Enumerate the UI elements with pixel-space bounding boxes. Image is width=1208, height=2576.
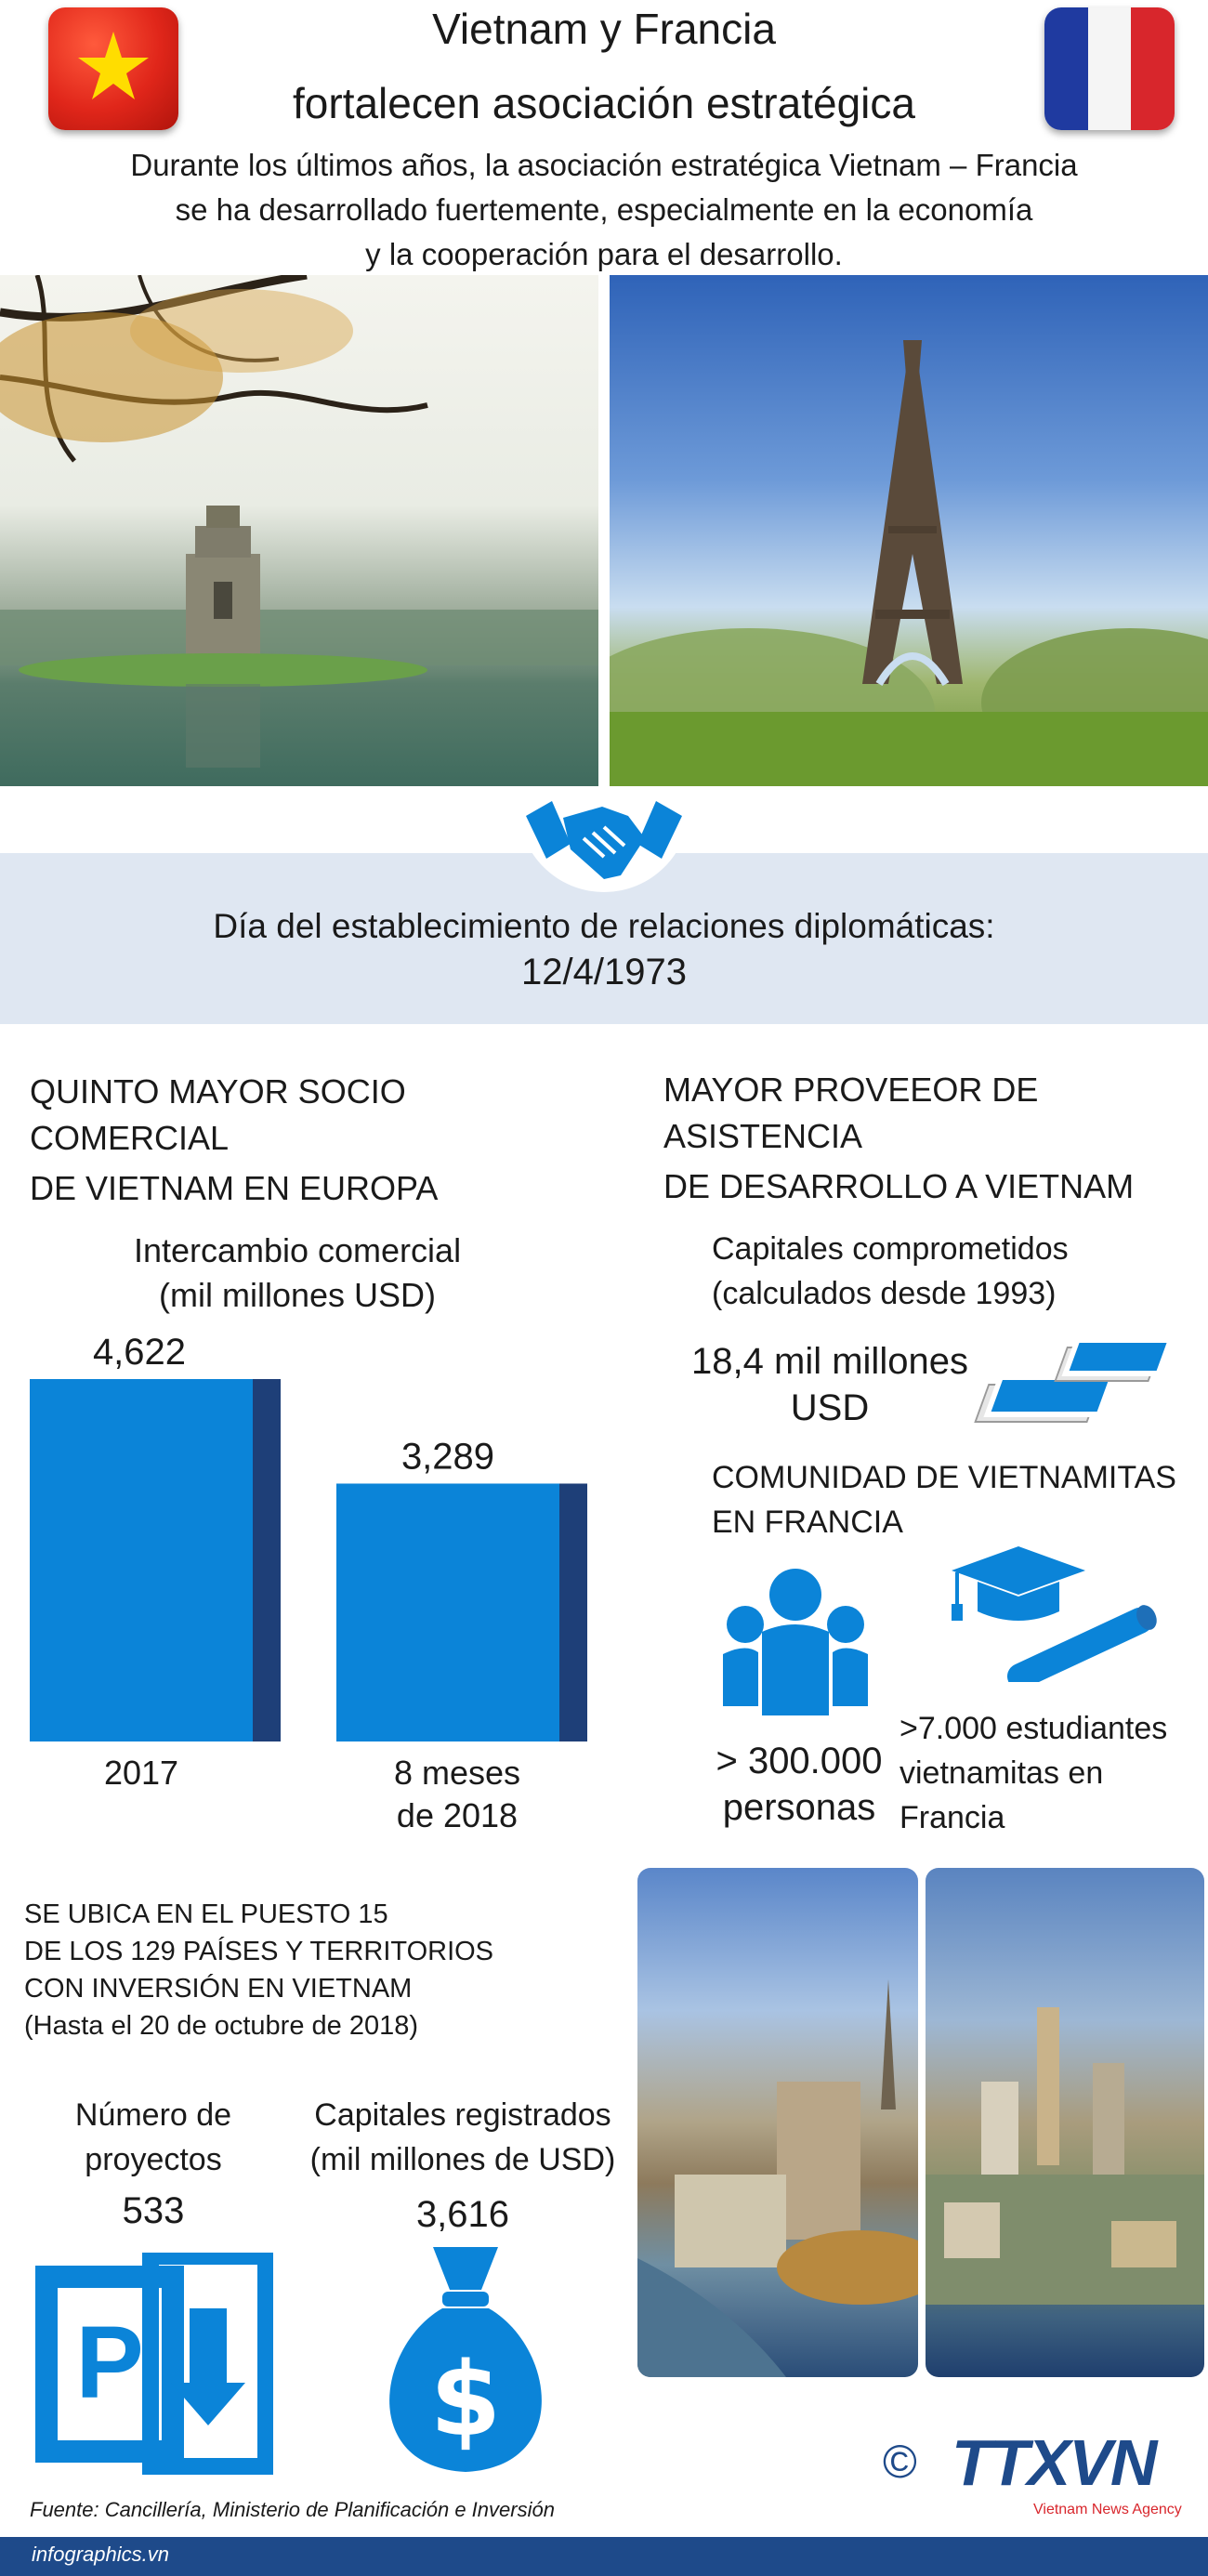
svg-text:$: $ — [429, 2340, 502, 2459]
community-population — [688, 1738, 911, 1831]
ttxvn-logo-subtitle: Vietnam News Agency — [1033, 2502, 1182, 2517]
projects-value: 533 — [122, 2190, 185, 2231]
paris-notre-dame-photo — [637, 1868, 918, 2377]
community-heading-line-2: EN FRANCIA — [712, 1505, 903, 1540]
community-heading-line-1: COMUNIDAD DE VIETNAMITAS — [712, 1460, 1176, 1495]
hanoi-lake-photo — [0, 275, 598, 786]
source-note: Fuente: Cancillería, Ministerio de Planificación e Inversión — [30, 2498, 555, 2521]
page-title — [204, 0, 1004, 132]
category-label-0-0: 2017 — [103, 1754, 179, 1792]
bar-1 — [336, 1483, 559, 1741]
development-heading-line-1: MAYOR PROVEEOR DE ASISTENCIA — [663, 1071, 1039, 1155]
population-line-2: personas — [722, 1787, 876, 1828]
registered-capital-value: 3,616 — [415, 2194, 510, 2235]
trade-heading-line-2: DE VIETNAM EN EUROPA — [30, 1169, 439, 1207]
ranking-line-3: CON INVERSIÓN EN VIETNAM — [24, 1974, 413, 2004]
bar-shade-1 — [559, 1483, 587, 1741]
trade-heading-line-1: QUINTO MAYOR SOCIO COMERCIAL — [30, 1072, 406, 1157]
hanoi-skyline-photo — [926, 1868, 1204, 2377]
registered-capital-label — [294, 2093, 632, 2182]
students-line-3: Francia — [899, 1800, 1005, 1835]
population-line-1: > 300.000 — [716, 1741, 883, 1781]
handshake-icon — [519, 790, 689, 892]
committed-capital-line-2: (calculados desde 1993) — [712, 1276, 1057, 1311]
chart-title-text: Intercambio comercial — [133, 1231, 462, 1269]
intro-line-1: Durante los últimos años, la asociación estratégica Vietnam – Francia — [130, 148, 1078, 182]
investment-ranking — [24, 1896, 619, 2044]
handshake-badge — [519, 790, 689, 892]
registered-capital-line-2: (mil millones de USD) — [309, 2142, 616, 2177]
ranking-line-2: DE LOS 129 PAÍSES Y TERRITORIOS — [24, 1937, 494, 1966]
intro-text — [37, 143, 1171, 277]
diplomatic-label: Día del establecimiento de relaciones diplomáticas: — [213, 907, 995, 945]
category-label-1-1: de 2018 — [396, 1796, 519, 1834]
bar-0 — [30, 1379, 253, 1741]
project-document-icon — [32, 2253, 273, 2476]
ttxvn-logo: TTXVN — [952, 2426, 1156, 2499]
svg-text:P: P — [75, 2306, 144, 2420]
projects-label-line-2: proyectos — [85, 2142, 222, 2177]
committed-capital-value-line-2: USD — [790, 1387, 870, 1428]
ranking-line-1: SE UBICA EN EL PUESTO 15 — [24, 1899, 388, 1929]
category-label-1-0: 8 meses — [393, 1754, 521, 1792]
bar-shade-0 — [253, 1379, 281, 1741]
value-label-1: 3,289 — [400, 1436, 495, 1478]
chart-title — [84, 1229, 511, 1318]
diplomatic-date: 12/4/1973 — [521, 952, 687, 992]
registered-capital-line-1: Capitales registrados — [314, 2097, 611, 2133]
people-icon — [721, 1567, 870, 1725]
title-line-1: Vietnam y Francia — [432, 5, 776, 53]
committed-capital-value — [667, 1338, 992, 1431]
committed-capital-value-line-1: 18,4 mil millones — [691, 1341, 968, 1382]
intro-line-3: y la cooperación para el desarrollo. — [365, 237, 843, 271]
france-flag-icon — [1044, 7, 1175, 130]
trade-partner-heading — [30, 1069, 606, 1212]
eiffel-tower-photo — [610, 275, 1208, 786]
footer-bar — [0, 2537, 1208, 2576]
copyright-symbol: © — [883, 2436, 917, 2488]
money-stack-icon — [972, 1329, 1176, 1440]
development-heading-line-2: DE DESARROLLO A VIETNAM — [663, 1167, 1135, 1205]
intro-line-2: se ha desarrollado fuertemente, especialmente en la economía — [175, 192, 1033, 227]
committed-capital-label — [712, 1227, 1195, 1316]
title-line-2: fortalecen asociación estratégica — [293, 79, 915, 127]
students-line-1: >7.000 estudiantes — [899, 1711, 1168, 1746]
chart-subtitle-text: (mil millones USD) — [158, 1276, 437, 1314]
footer-site-link[interactable]: infographics.vn — [32, 2543, 169, 2566]
development-heading — [663, 1067, 1208, 1210]
money-bag-icon — [368, 2243, 563, 2476]
ranking-line-4: (Hasta el 20 de octubre de 2018) — [24, 2011, 418, 2041]
projects-label — [28, 2093, 279, 2182]
projects-label-line-1: Número de — [74, 2097, 232, 2133]
community-heading — [712, 1455, 1208, 1544]
vietnam-flag-icon — [48, 7, 178, 130]
students-line-2: vietnamitas en — [899, 1755, 1104, 1791]
graduation-cap-icon — [944, 1543, 1158, 1682]
trade-bar-chart — [0, 1320, 613, 1849]
value-label-0: 4,622 — [92, 1332, 187, 1373]
committed-capital-line-1: Capitales comprometidos — [712, 1231, 1069, 1267]
students-count — [899, 1706, 1208, 1840]
